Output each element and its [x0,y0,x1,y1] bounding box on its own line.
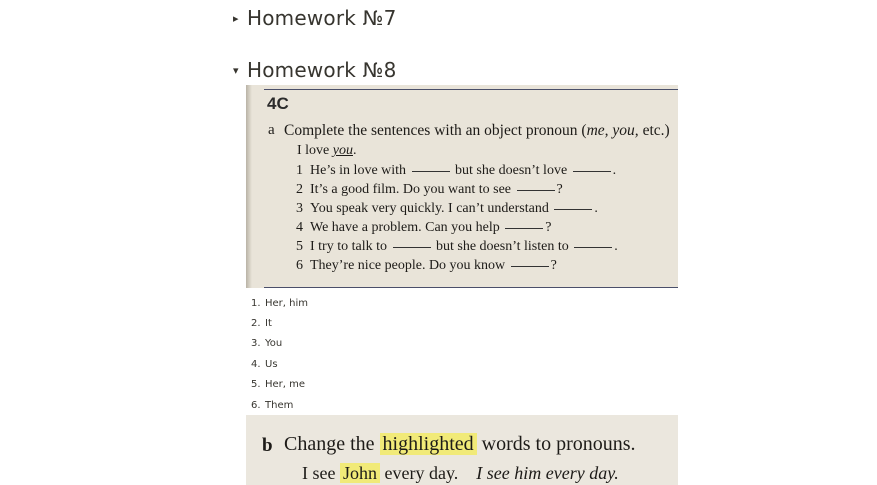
exercise-example: I see John every day. I see him every day. [302,463,619,483]
unit-label: 4C [267,94,289,113]
textbook-exercise-image-b[interactable] [246,415,678,485]
toggle-homework-7[interactable] [233,6,397,30]
list-item[interactable]: 1. Her, him [251,297,308,309]
page-shadow [246,85,252,288]
toggle-title: Homework №8 [247,58,397,82]
divider [264,89,678,90]
textbook-exercise-image-a[interactable] [246,85,678,288]
list-item[interactable]: 4. Us [251,358,278,370]
list-item[interactable]: 2. It [251,318,272,330]
expanded-triangle-icon[interactable]: ▾ [233,63,239,77]
exercise-line: 2 It’s a good film. Do you want to see ? [296,182,563,197]
exercise-line: 4 We have a problem. Can you help ? [296,220,552,235]
list-item[interactable]: 3. You [251,338,283,350]
toggle-homework-8[interactable] [233,58,397,82]
toggle-title: Homework №7 [247,6,397,30]
collapsed-triangle-icon[interactable]: ▸ [233,11,239,25]
exercise-line: 1 He’s in love with but she doesn’t love . [296,163,617,178]
exercise-instruction: Complete the sentences with an object pronoun (me, you, etc.) [284,122,670,139]
exercise-line: 3 You speak very quickly. I can’t understand . [296,201,598,216]
list-item[interactable]: 6. Them [251,399,294,411]
exercise-line: 5 I try to talk to but she doesn’t listen to . [296,239,618,254]
exercise-instruction: Change the highlighted words to pronouns. [284,433,636,455]
exercise-example: I love you. [297,143,357,158]
divider [264,287,678,288]
exercise-letter: b [262,435,273,456]
exercise-line: 6 They’re nice people. Do you know ? [296,258,557,273]
exercise-letter: a [268,122,275,138]
answers-list [251,293,308,415]
list-item[interactable]: 5. Her, me [251,379,306,391]
